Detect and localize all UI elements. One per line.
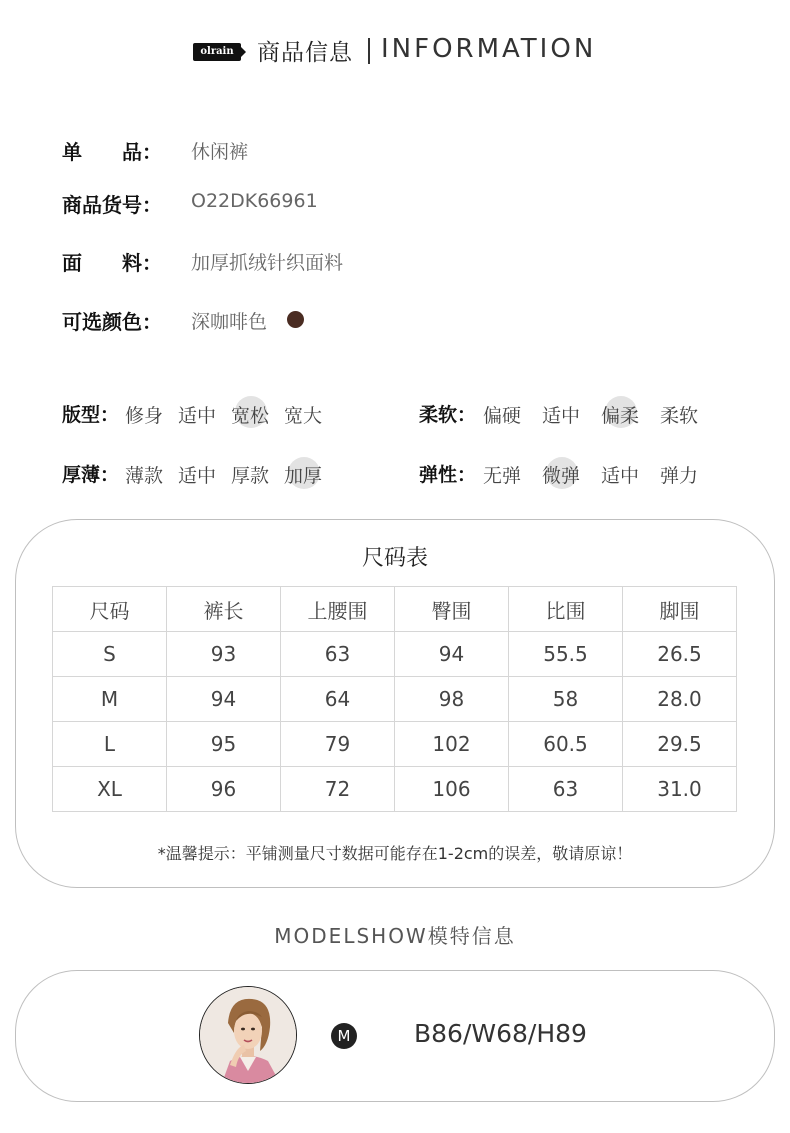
section-title-en: INFORMATION bbox=[381, 34, 597, 64]
table-row bbox=[53, 677, 737, 722]
table-cell: 106 bbox=[395, 767, 509, 812]
info-value-fabric: 加厚抓绒针织面料 bbox=[191, 252, 344, 274]
table-cell: 96 bbox=[167, 767, 281, 812]
model-avatar bbox=[199, 986, 297, 1084]
table-row bbox=[53, 767, 737, 812]
info-value-color: 深咖啡色 bbox=[191, 311, 268, 333]
fit-option: 修身 bbox=[125, 405, 164, 427]
table-row bbox=[53, 632, 737, 677]
info-label-sku: 商品货号： bbox=[62, 193, 162, 217]
table-cell: 94 bbox=[167, 677, 281, 722]
softness-option: 偏柔 bbox=[601, 405, 640, 427]
size-chart-title: 尺码表 bbox=[361, 546, 428, 571]
table-header-row bbox=[53, 587, 737, 632]
measurement-note: *温馨提示：平铺测量尺寸数据可能存在1-2cm的误差，敬请原谅！ bbox=[157, 844, 633, 863]
table-cell: 63 bbox=[281, 632, 395, 677]
table-header-cell: 脚围 bbox=[623, 587, 737, 632]
info-value-sku: O22DK66961 bbox=[191, 190, 318, 212]
thickness-option: 厚款 bbox=[231, 465, 270, 487]
table-cell: 102 bbox=[395, 722, 509, 767]
table-cell: 98 bbox=[395, 677, 509, 722]
model-size-badge: M bbox=[331, 1023, 357, 1049]
table-cell: M bbox=[53, 677, 167, 722]
softness-label: 柔软： bbox=[419, 404, 477, 426]
table-header-cell: 上腰围 bbox=[281, 587, 395, 632]
thickness-option: 加厚 bbox=[284, 465, 323, 487]
play-arrow-icon bbox=[241, 47, 246, 57]
info-label-item: 单 品： bbox=[62, 140, 162, 164]
thickness-option: 适中 bbox=[178, 465, 217, 487]
table-header-cell: 比围 bbox=[509, 587, 623, 632]
fit-option: 宽大 bbox=[284, 405, 323, 427]
elasticity-option: 弹力 bbox=[660, 465, 699, 487]
size-table bbox=[52, 586, 737, 812]
table-cell: 28.0 bbox=[623, 677, 737, 722]
fit-label: 版型： bbox=[62, 404, 120, 426]
info-label-fabric: 面 料： bbox=[62, 251, 162, 275]
table-cell: 60.5 bbox=[509, 722, 623, 767]
elasticity-option: 适中 bbox=[601, 465, 640, 487]
softness-option: 偏硬 bbox=[483, 405, 522, 427]
table-header-cell: 尺码 bbox=[53, 587, 167, 632]
table-cell: 63 bbox=[509, 767, 623, 812]
elasticity-label: 弹性： bbox=[419, 464, 477, 486]
softness-option: 柔软 bbox=[660, 405, 699, 427]
table-cell: 79 bbox=[281, 722, 395, 767]
table-cell: 64 bbox=[281, 677, 395, 722]
table-cell: L bbox=[53, 722, 167, 767]
table-cell: XL bbox=[53, 767, 167, 812]
table-cell: 55.5 bbox=[509, 632, 623, 677]
section-title-cn: 商品信息 bbox=[257, 40, 353, 66]
table-cell: 95 bbox=[167, 722, 281, 767]
table-cell: 29.5 bbox=[623, 722, 737, 767]
table-cell: 93 bbox=[167, 632, 281, 677]
table-cell: 94 bbox=[395, 632, 509, 677]
table-cell: 58 bbox=[509, 677, 623, 722]
table-cell: 72 bbox=[281, 767, 395, 812]
brand-logo: olrain bbox=[193, 43, 241, 61]
table-cell: 26.5 bbox=[623, 632, 737, 677]
info-value-item: 休闲裤 bbox=[191, 141, 249, 163]
fit-option: 适中 bbox=[178, 405, 217, 427]
elasticity-option: 微弹 bbox=[542, 465, 581, 487]
table-row bbox=[53, 722, 737, 767]
color-swatch bbox=[287, 311, 304, 328]
table-header-cell: 臀围 bbox=[395, 587, 509, 632]
thickness-option: 薄款 bbox=[125, 465, 164, 487]
softness-option: 适中 bbox=[542, 405, 581, 427]
elasticity-option: 无弹 bbox=[483, 465, 522, 487]
thickness-label: 厚薄： bbox=[62, 464, 120, 486]
model-panel bbox=[15, 970, 775, 1102]
table-cell: S bbox=[53, 632, 167, 677]
title-divider bbox=[368, 38, 370, 64]
fit-option: 宽松 bbox=[231, 405, 270, 427]
table-header-cell: 裤长 bbox=[167, 587, 281, 632]
info-label-color: 可选颜色： bbox=[62, 310, 162, 334]
table-cell: 31.0 bbox=[623, 767, 737, 812]
model-heading: MODELSHOW模特信息 bbox=[274, 924, 516, 948]
model-measurements: B86/W68/H89 bbox=[414, 1019, 587, 1048]
